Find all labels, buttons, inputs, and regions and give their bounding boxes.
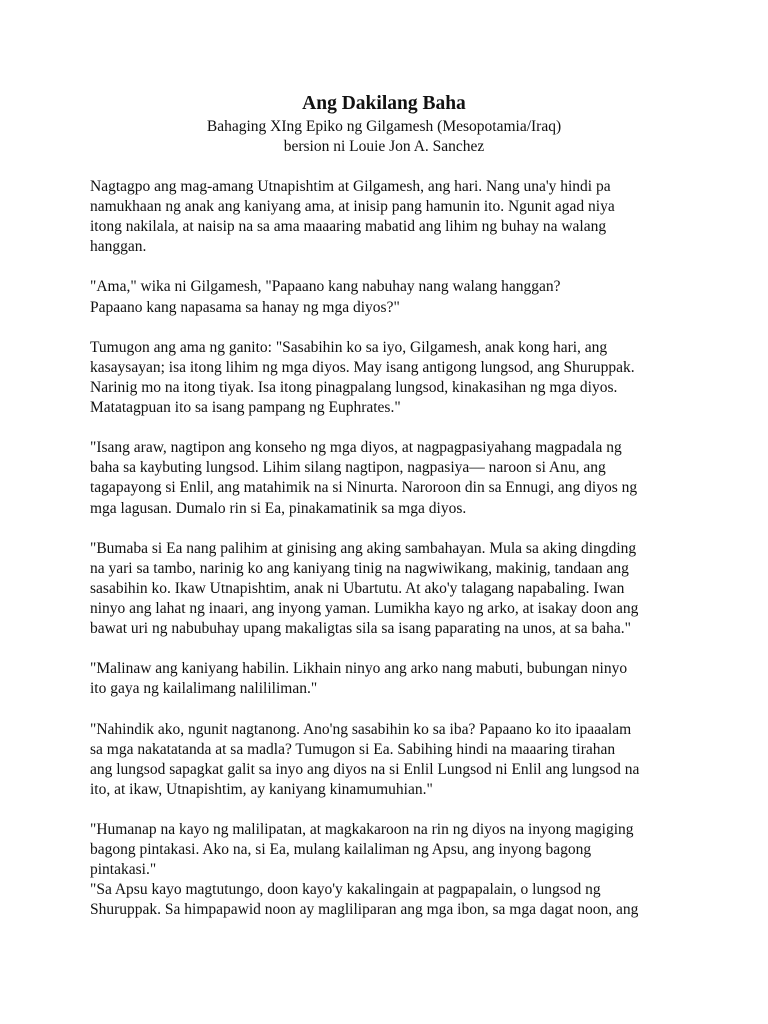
paragraph-line: baha sa kaybuting lungsod. Lihim silang nagtipon, nagpasiya— naroon si Anu, ang	[90, 459, 606, 477]
paragraph	[90, 177, 690, 257]
paragraph-line: "Ama," wika ni Gilgamesh, "Papaano kang nabuhay nang walang hanggan?	[90, 278, 561, 296]
paragraph-line: kasaysayan; isa itong lihim ng mga diyos. May isang antigong lungsod, ang Shuruppak.	[90, 358, 635, 376]
paragraph-line: pintakasi."	[90, 861, 157, 879]
paragraph-line: sasabihin ko. Ikaw Utnapishtim, anak ni Ubartutu. At ako'y talagang napabaling. Iwan	[90, 579, 625, 597]
document-body	[90, 177, 690, 941]
paragraph-line: itong nakilala, at naisip na sa ama maaaring mabatid ang lihim ng buhay na walang	[90, 218, 607, 236]
paragraph	[90, 338, 690, 418]
paragraph-line: ito, at ikaw, Utnapishtim, ay kaniyang kinamumuhian."	[90, 780, 433, 798]
paragraph-line: hanggan.	[90, 238, 147, 256]
paragraph-line: tagapayong si Enlil, ang matahimik na si Ninurta. Naroroon din sa Ennugi, ang diyos ng	[90, 479, 638, 497]
paragraph-line: bagong pintakasi. Ako na, si Ea, mulang kailaliman ng Apsu, ang inyong bagong	[90, 841, 592, 859]
paragraph	[90, 659, 690, 699]
paragraph-line: "Malinaw ang kaniyang habilin. Likhain ninyo ang arko nang mabuti, bubungan ninyo	[90, 660, 628, 678]
paragraph-line: bawat uri ng nabubuhay upang makaligtas sila sa isang paparating na unos, at sa baha."	[90, 620, 631, 638]
paragraph	[90, 820, 690, 880]
paragraph-line: ang lungsod sapagkat galit sa inyo ang diyos na si Enlil Lungsod ni Enlil ang lungsod na	[90, 760, 640, 778]
paragraph-line: Matatagpuan ito sa isang pampang ng Euphrates."	[90, 399, 401, 417]
paragraph-line: Narinig mo na itong tiyak. Isa itong pinagpalang lungsod, kinakasihan ng mga diyos.	[90, 378, 618, 396]
paragraph-line: "Nahindik ako, ngunit nagtanong. Ano'ng sasabihin ko sa iba? Papaano ko ito ipaaalam	[90, 720, 632, 738]
paragraph-line: "Bumaba si Ea nang palihim at ginising ang aking sambahayan. Mula sa aking dingding	[90, 539, 637, 557]
paragraph	[90, 277, 690, 317]
paragraph-line: ninyo ang lahat ng inaari, ang inyong yaman. Lumikha kayo ng arko, at isakay doon ang	[90, 599, 639, 617]
paragraph-line: ito gaya ng kailalimang nalililiman."	[90, 680, 318, 698]
paragraph-line: "Sa Apsu kayo magtutungo, doon kayo'y kakalingain at pagpapalain, o lungsod ng	[90, 881, 601, 899]
paragraph-line: Shuruppak. Sa himpapawid noon ay magliliparan ang mga ibon, sa mga dagat noon, ang	[90, 901, 639, 919]
paragraph-line: "Humanap na kayo ng malilipatan, at magkakaroon na rin ng diyos na inyong magiging	[90, 821, 634, 838]
paragraph-line: sa mga nakatatanda at sa madla? Tumugon si Ea. Sabihing hindi na maaaring tirahan	[90, 740, 616, 758]
paragraph-line: Tumugon ang ama ng ganito: "Sasabihin ko sa iyo, Gilgamesh, anak kong hari, ang	[90, 338, 608, 356]
document-subtitle-line: Bahaging XIng Epiko ng Gilgamesh (Mesopotamia/Iraq)	[206, 118, 562, 135]
paragraph-line: "Isang araw, nagtipon ang konseho ng mga diyos, at nagpagpasiyahang magpadala ng	[90, 439, 622, 457]
paragraph	[90, 880, 690, 920]
paragraph-line: Nagtagpo ang mag-amang Utnapishtim at Gilgamesh, ang hari. Nang una'y hindi pa	[90, 178, 611, 195]
document-header	[0, 91, 768, 157]
paragraph-line: mga lagusan. Dumalo rin si Ea, pinakamatinik sa mga diyos.	[90, 499, 467, 517]
document-title: Ang Dakilang Baha	[302, 93, 466, 114]
document-subtitle-line: bersion ni Louie Jon A. Sanchez	[283, 138, 485, 155]
paragraph-line: Papaano kang napasama sa hanay ng mga diyos?"	[90, 298, 400, 316]
paragraph	[90, 438, 690, 518]
paragraph-line: namukhaan ng anak ang kaniyang ama, at inisip pang hamunin ito. Ngunit agad niya	[90, 198, 615, 216]
paragraph	[90, 539, 690, 639]
paragraph-line: na yari sa tambo, narinig ko ang kaniyang tinig na nagwiwikang, makinig, tandaan ang	[90, 559, 629, 577]
paragraph	[90, 720, 690, 800]
